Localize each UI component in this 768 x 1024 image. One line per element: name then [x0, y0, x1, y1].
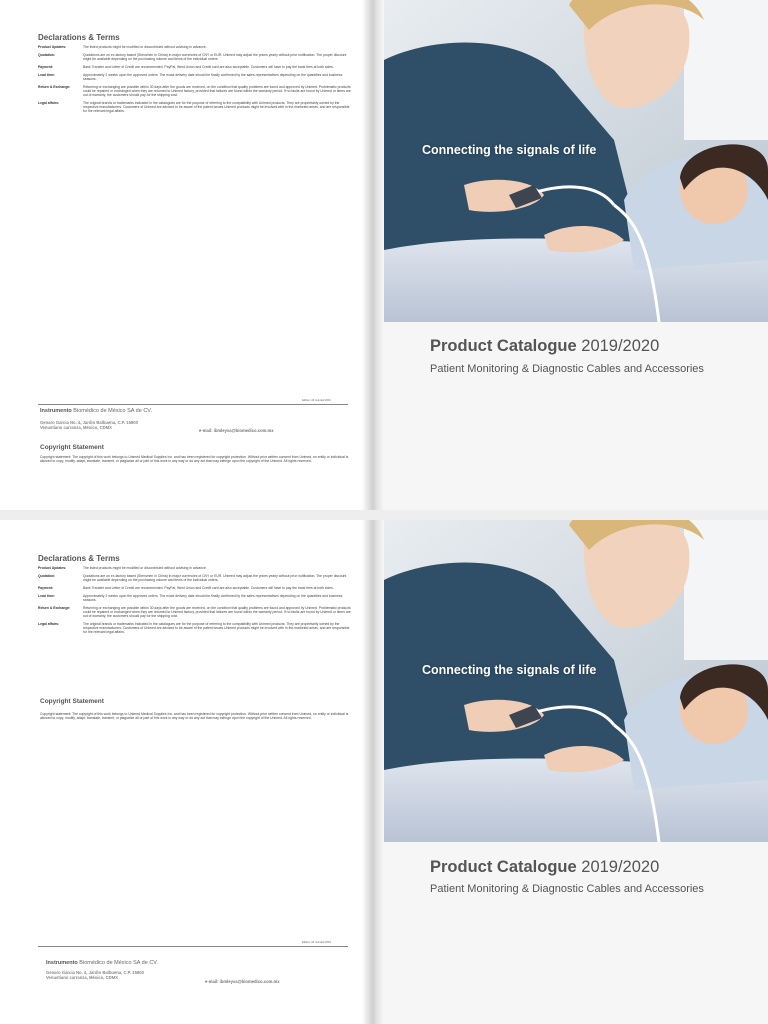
term-quotation: [38, 574, 354, 582]
term-label: Product Updates:: [38, 566, 67, 570]
cover-tagline: Connecting the signals of life: [422, 143, 597, 157]
catalog-spread-bottom: [0, 520, 768, 1024]
term-text: Approximately 2 weeks upon the approved orders. The exact delivery date should be finally confirmed by the sales representatives depending on the quantities and business seasons.: [83, 73, 343, 81]
catalog-title-main: Product Catalogue: [430, 337, 577, 355]
term-text: The listed products might be modified or discontinued without advising in advance.: [83, 45, 207, 49]
term-label: Payment:: [38, 586, 54, 590]
term-product-updates: [38, 566, 354, 570]
company-email: e-mail: ibmleyva@biomedico.com.mx: [205, 979, 280, 984]
company-name-bold: Instrumento: [46, 960, 78, 966]
term-label: Payment:: [38, 65, 54, 69]
term-payment: [38, 65, 354, 69]
edition-note: Edition: All rounded 2019: [302, 941, 331, 944]
term-label: Product Updates:: [38, 45, 67, 49]
catalog-title-year: 2019/2020: [576, 858, 660, 876]
terms-page: [0, 520, 368, 1024]
page-gutter: [362, 520, 384, 1024]
cover-page: [384, 520, 768, 1024]
term-text: The original brands or trademarks indicated in the catalogues are for the purpose of referring to the compatibility with Unimed products. They are proprietarily owned by the respective manufacturers. Customers of Unimed are advised to be aware of the patent issues Unimed products might be involved with in the marketed areas, and are responsible for the relevant legal affairs.: [83, 622, 350, 634]
address-line-2: Venustiano carranza, México, CDMX: [46, 975, 118, 980]
cover-tagline: Connecting the signals of life: [422, 663, 597, 677]
term-text: Returning or exchanging are possible within 30 days after the goods are received, on the condition that quality problems are found and approved by Unimed. Problematic products could be repaired or exchanged when they are returned to Unimed factory, provided that failures are found within the warranty period. If no faults are found by Unimed or items are out of warranty, the customers should pay for the shipping cost.: [83, 85, 351, 97]
term-label: Return & Exchange:: [38, 85, 71, 89]
catalog-title-main: Product Catalogue: [430, 858, 577, 876]
term-legal-affairs: [38, 622, 354, 634]
term-label: Legal affairs:: [38, 622, 60, 626]
terms-list: [38, 566, 354, 638]
company-name-bold: Instrumento: [40, 408, 72, 414]
catalog-title: [430, 337, 659, 356]
term-text: Approximately 2 weeks upon the approved orders. The exact delivery date should be finally confirmed by the sales representatives depending on the quantities and business seasons.: [83, 594, 343, 602]
address-line-1: Genaro Garcia No. 4, Jardin Balbuena, C.P. 15900: [46, 970, 144, 975]
terms-list: [38, 45, 354, 117]
nurse-child-illustration: [384, 0, 768, 322]
term-label: Return & Exchange:: [38, 606, 71, 610]
copyright-text: Copyright statement: The copyright of this work belongs to Unimed Medical Supplies Inc. and has been registered for copyright protection. Without prior written consent from Unimed, no entity or individual is allowed to copy, modify, adapt, translate, transmit, or plagiarize all or part of this work in any way or do any act that may infringe upon the copyright of the Unimed. All rights reserved.: [40, 712, 349, 720]
term-text: Returning or exchanging are possible within 30 days after the goods are received, on the condition that quality problems are found and approved by Unimed. Problematic products could be repaired or exchanged when they are returned to Unimed factory, provided that failures are found within the warranty period. If no faults are found by Unimed or items are out of warranty, the customers should pay for the shipping cost.: [83, 606, 351, 618]
company-address: [46, 970, 144, 980]
catalog-title-year: 2019/2020: [576, 337, 660, 355]
term-legal-affairs: [38, 101, 354, 113]
footer-divider: [38, 404, 348, 405]
term-text: The original brands or trademarks indicated in the catalogues are for the purpose of referring to the compatibility with Unimed products. They are proprietarily owned by the respective manufacturers. Customers of Unimed are advised to be aware of the patent issues Unimed products might be involved with in the marketed areas, and are responsible for the relevant legal affairs.: [83, 101, 350, 113]
terms-page: [0, 0, 368, 510]
term-text: Quotations are on ex-factory based (Shenzhen in China) in major currencies of CNY or EUR. Unimed may adjust the prices yearly without prior notification. The proper discount might be available depending on the purchasing volume and items of the individual orders.: [83, 574, 347, 582]
catalog-subtitle: Patient Monitoring & Diagnostic Cables and Accessories: [430, 883, 704, 895]
term-text: Bank Transfer and Letter of Credit are recommended. PayPal, West Union and Credit card are also acceptable. Customers will have to pay the bank fees at both sides.: [83, 586, 334, 590]
term-payment: [38, 586, 354, 590]
address-line-1: Genaro Garcia No. 4, Jardin Balbuena, C.P. 15900: [40, 420, 138, 425]
company-name-rest: Biomédico de México SA de CV.: [77, 960, 158, 966]
nurse-child-illustration: [384, 520, 768, 842]
term-return-exchange: [38, 606, 354, 618]
edition-note: Edition: All rounded 2019: [302, 399, 331, 402]
copyright-title: Copyright Statement: [40, 444, 104, 451]
term-text: The listed products might be modified or discontinued without advising in advance.: [83, 566, 207, 570]
copyright-title: Copyright Statement: [40, 698, 104, 705]
catalog-title: [430, 858, 659, 877]
footer-divider: [38, 946, 348, 947]
page-gutter: [362, 0, 384, 510]
term-return-exchange: [38, 85, 354, 97]
term-product-updates: [38, 45, 354, 49]
company-name-rest: Biomédico de México SA de CV.: [71, 408, 152, 414]
company-name: [40, 408, 152, 414]
catalog-subtitle: Patient Monitoring & Diagnostic Cables and Accessories: [430, 363, 704, 375]
catalog-spread-top: [0, 0, 768, 510]
company-email: e-mail: ibmleyva@biomedico.com.mx: [199, 428, 274, 433]
term-lead-time: [38, 594, 354, 602]
term-lead-time: [38, 73, 354, 81]
cover-page: [384, 0, 768, 510]
cover-photo: [384, 0, 768, 322]
address-line-2: Venustiano carranza, México, CDMX: [40, 425, 112, 430]
term-label: Quotation:: [38, 574, 56, 578]
term-label: Quotation:: [38, 53, 56, 57]
cover-photo: [384, 520, 768, 842]
declarations-title: Declarations & Terms: [38, 33, 120, 42]
term-label: Lead time:: [38, 594, 55, 598]
copyright-text: Copyright statement: The copyright of this work belongs to Unimed Medical Supplies Inc. and has been registered for copyright protection. Without prior written consent from Unimed, no entity or individual is allowed to copy, modify, adapt, translate, transmit, or plagiarize all or part of this work in any way or do any act that may infringe upon the copyright of the Unimed. All rights reserved.: [40, 455, 349, 463]
term-text: Quotations are on ex-factory based (Shenzhen in China) in major currencies of CNY or EUR. Unimed may adjust the prices yearly without prior notification. The proper discount might be available depending on the purchasing volume and items of the individual orders.: [83, 53, 347, 61]
company-name: [46, 960, 158, 966]
declarations-title: Declarations & Terms: [38, 554, 120, 563]
company-address: [40, 420, 138, 430]
term-text: Bank Transfer and Letter of Credit are recommended. PayPal, West Union and Credit card are also acceptable. Customers will have to pay the bank fees at both sides.: [83, 65, 334, 69]
term-label: Lead time:: [38, 73, 55, 77]
term-label: Legal affairs:: [38, 101, 60, 105]
term-quotation: [38, 53, 354, 61]
